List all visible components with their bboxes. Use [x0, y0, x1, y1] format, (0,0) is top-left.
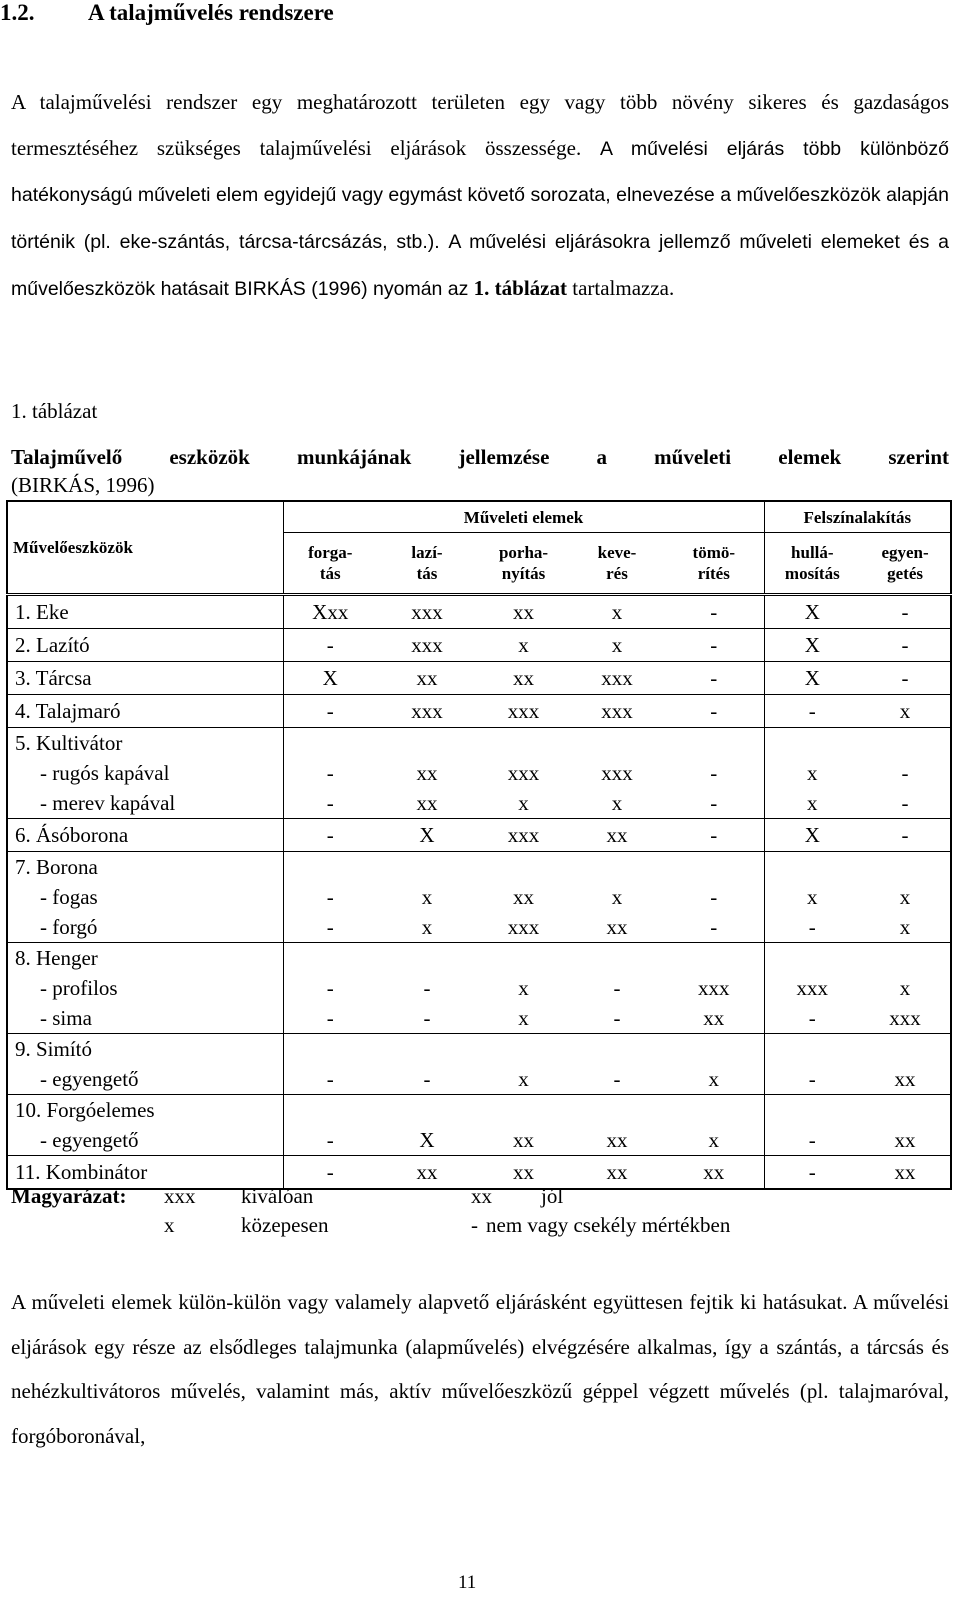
tool-name: 11. Kombinátor [15, 1160, 148, 1184]
rating-value: - [808, 1128, 816, 1152]
intro-sentence-end: tartalmazza. [572, 275, 675, 300]
rating-cell [477, 943, 570, 1034]
rating-value: xx [606, 823, 628, 847]
rating-cell [283, 852, 377, 943]
rating-cell [477, 595, 570, 629]
spacer [377, 852, 477, 882]
closing-sentence-1: A műveleti elemek külön-külön vagy valamely alapvető eljárásként együttesen fejtik ki hatásukat. [11, 1290, 848, 1314]
rating-value: - [808, 1006, 816, 1030]
rating-value: - [901, 666, 909, 690]
rating-value: - [901, 633, 909, 657]
legend-text: jól [541, 1184, 564, 1208]
rating-value: xx [894, 1128, 916, 1152]
rating-value: xx [606, 915, 628, 939]
rating-value: X [804, 823, 820, 847]
rating-cell [283, 943, 377, 1034]
table-row [7, 1034, 951, 1095]
tool-name-cell [7, 819, 283, 852]
rating-value: - [326, 791, 334, 815]
rating-value: X [322, 666, 338, 690]
page-number: 11 [458, 1572, 477, 1593]
tool-name: 4. Talajmaró [15, 699, 121, 723]
rating-value: x [518, 1006, 529, 1030]
rating-cell [764, 852, 860, 943]
tool-name: 8. Henger [15, 946, 98, 970]
rating-cell [570, 819, 664, 852]
tool-variant: - profilos [40, 976, 118, 1000]
rating-value: - [808, 1067, 816, 1091]
rating-value: x [899, 915, 911, 939]
rating-value: x [611, 885, 623, 909]
legend [11, 1182, 911, 1240]
rating-value: - [710, 600, 718, 624]
rating-value: x [421, 885, 433, 909]
rating-cell [664, 728, 764, 819]
rating-cell [477, 728, 570, 819]
spacer [477, 1034, 570, 1064]
rating-cell [860, 728, 951, 819]
intro-sentence-3: A művelési eljárásokra jellemző műveleti elemeket és a művelőeszközök hatásait BIRKÁS (1996) nyomán az [11, 231, 950, 300]
rating-value: xx [606, 1160, 628, 1184]
spacer [377, 1095, 477, 1125]
rating-value: xxx [601, 699, 633, 723]
rating-cell [860, 852, 951, 943]
table-row [7, 728, 951, 819]
rating-cell [664, 943, 764, 1034]
rating-cell [764, 695, 860, 728]
rating-value: xx [513, 1128, 534, 1152]
rating-value: - [326, 976, 334, 1000]
rating-cell [764, 629, 860, 662]
legend-label: Magyarázat: [11, 1184, 127, 1208]
rating-cell [764, 595, 860, 629]
tool-name: 5. Kultivátor [15, 731, 123, 755]
rating-value: x [611, 600, 623, 624]
column-header: porha- nyítás [477, 533, 570, 595]
column-header: forga- tás [283, 533, 377, 595]
rating-cell [377, 943, 477, 1034]
rating-value: - [710, 791, 718, 815]
spacer [765, 852, 861, 882]
rating-cell [477, 695, 570, 728]
intro-sentence-1: A talajművelési rendszer egy meghatározott területen egy vagy több növény sikeres és gazdaságos termesztéséhez szükséges talajművelési eljárások összessége. [11, 90, 949, 160]
spacer [860, 1095, 950, 1125]
rating-value: xx [416, 791, 438, 815]
rating-value: xxx [411, 633, 443, 657]
rating-cell [570, 662, 664, 695]
tool-name-cell [7, 1034, 283, 1095]
tool-variant: - egyengető [40, 1067, 139, 1091]
legend-row-1 [11, 1182, 911, 1211]
rating-value: X [419, 823, 435, 847]
rating-cell [477, 629, 570, 662]
rating-cell [664, 662, 764, 695]
rating-value: x [899, 699, 911, 723]
rating-value: - [710, 915, 718, 939]
rating-cell [570, 852, 664, 943]
rating-value: x [518, 1067, 529, 1091]
tool-name-cell [7, 728, 283, 819]
table-row [7, 629, 951, 662]
rating-value: xxx [507, 699, 540, 723]
rating-value: xxx [507, 823, 540, 847]
spacer [765, 1034, 861, 1064]
section-title: A talajművelés rendszere [88, 0, 334, 25]
table-row [7, 943, 951, 1034]
rating-value: x [518, 976, 529, 1000]
rating-value: xx [416, 1160, 438, 1184]
rating-value: xx [416, 666, 438, 690]
rating-cell [664, 852, 764, 943]
rating-value: xxx [601, 761, 633, 785]
rating-value: x [611, 791, 623, 815]
intro-sentence-2: A művelési eljárás több különböző hatékonyságú műveleti elem egyidejű vagy egymást követő sorozata, elnevezése a művelőeszközök alapján történik (pl. eke-szántás, tárcsa-tárcsázás, stb.). [11, 137, 949, 254]
rating-cell [377, 852, 477, 943]
table-source: (BIRKÁS, 1996) [11, 473, 155, 497]
tool-name-cell [7, 595, 283, 629]
rating-value: x [421, 915, 433, 939]
legend-text: közepesen [241, 1213, 329, 1237]
rating-cell [283, 629, 377, 662]
rating-value: Xxx [312, 600, 349, 624]
rating-value: - [613, 1067, 621, 1091]
table-reference: 1. táblázat [473, 275, 567, 300]
rating-cell [283, 1034, 377, 1095]
rating-value: X [804, 633, 820, 657]
rating-cell [570, 1095, 664, 1156]
rating-value: xxx [601, 666, 633, 690]
header-surface-forming: Felszínalakítás [764, 501, 951, 533]
rating-value: - [901, 791, 909, 815]
rating-value: - [326, 1128, 334, 1152]
table-row [7, 819, 951, 852]
rating-value: - [326, 915, 334, 939]
table-row [7, 662, 951, 695]
rating-cell [764, 943, 860, 1034]
rating-value: - [901, 761, 909, 785]
rating-value: xxx [411, 600, 443, 624]
rating-value: X [419, 1128, 435, 1152]
tool-variant: - rugós kapával [40, 761, 170, 785]
tool-variant: - merev kapával [40, 791, 176, 815]
rating-value: - [423, 1006, 431, 1030]
rating-cell [377, 1095, 477, 1156]
tool-name: 7. Borona [15, 855, 98, 879]
spacer [570, 1034, 664, 1064]
rating-value: x [899, 885, 911, 909]
spacer [284, 728, 378, 758]
legend-symbol: xx [471, 1184, 492, 1208]
tool-variant: - sima [40, 1006, 92, 1030]
rating-value: - [326, 1160, 334, 1184]
rating-cell [860, 819, 951, 852]
tool-name-cell [7, 629, 283, 662]
rating-cell [477, 819, 570, 852]
rating-cell [664, 1034, 764, 1095]
rating-value: X [804, 600, 820, 624]
tool-name: 6. Ásóborona [15, 823, 129, 847]
rating-value: xxx [411, 699, 443, 723]
tool-name-cell [7, 695, 283, 728]
column-header: egyen- getés [860, 533, 951, 595]
rating-value: xx [894, 1067, 916, 1091]
spacer [377, 943, 477, 973]
tool-name: 3. Tárcsa [15, 666, 92, 690]
tool-name: 9. Simító [15, 1037, 93, 1061]
spacer [284, 1095, 378, 1125]
tool-name-cell [7, 1095, 283, 1156]
rating-value: - [710, 823, 718, 847]
rating-value: - [710, 885, 718, 909]
tool-name: 2. Lazító [15, 633, 90, 657]
rating-value: - [423, 1067, 431, 1091]
rating-cell [664, 595, 764, 629]
rating-value: - [326, 633, 334, 657]
spacer [284, 852, 378, 882]
rating-cell [764, 1095, 860, 1156]
rating-value: xxx [507, 915, 540, 939]
rating-cell [860, 695, 951, 728]
spacer [284, 1034, 378, 1064]
spacer [860, 1034, 950, 1064]
spacer [570, 728, 664, 758]
rating-value: - [326, 699, 334, 723]
rating-cell [477, 1095, 570, 1156]
rating-cell [283, 595, 377, 629]
spacer [860, 728, 950, 758]
rating-value: x [708, 1128, 720, 1152]
rating-cell [477, 662, 570, 695]
spacer [477, 728, 570, 758]
rating-value: xx [513, 666, 534, 690]
column-header: lazí- tás [377, 533, 477, 595]
tool-name: 1. Eke [15, 600, 69, 624]
rating-cell [377, 629, 477, 662]
rating-cell [860, 1034, 951, 1095]
rating-value: xxx [796, 976, 829, 1000]
rating-value: - [326, 885, 334, 909]
spacer [477, 1095, 570, 1125]
column-header: keve- rés [570, 533, 664, 595]
rating-value: - [901, 600, 909, 624]
table-title: Talajművelő eszközök munkájának jellemzése a műveleti elemek szerint [11, 445, 949, 469]
header-operation-elements: Műveleti elemek [283, 501, 764, 533]
tool-name-cell [7, 943, 283, 1034]
rating-value: xx [703, 1006, 725, 1030]
rating-value: X [804, 666, 820, 690]
rating-value: - [710, 761, 718, 785]
rating-cell [860, 595, 951, 629]
spacer [377, 728, 477, 758]
rating-cell [664, 629, 764, 662]
rating-cell [664, 695, 764, 728]
rating-value: - [326, 1067, 334, 1091]
rating-value: - [710, 666, 718, 690]
rating-value: xxx [698, 976, 730, 1000]
spacer [664, 852, 764, 882]
legend-row-2 [11, 1211, 911, 1240]
rating-value: x [807, 791, 818, 815]
rating-cell [664, 819, 764, 852]
column-header: tömö- rítés [664, 533, 764, 595]
rating-value: x [708, 1067, 720, 1091]
rating-value: xxx [507, 761, 540, 785]
rating-value: - [710, 633, 718, 657]
rating-value: - [613, 976, 621, 1000]
legend-symbol: xxx [164, 1184, 196, 1208]
rating-cell [377, 695, 477, 728]
spacer [765, 943, 861, 973]
rating-cell [570, 695, 664, 728]
spacer [765, 1095, 861, 1125]
legend-symbol: - [471, 1213, 478, 1237]
rating-cell [377, 728, 477, 819]
tool-name-cell [7, 852, 283, 943]
rating-cell [283, 1095, 377, 1156]
spacer [860, 852, 950, 882]
closing-sentence-2: A művelési eljárások egy része az elsődleges talajmunka (alapművelés) elvégzésére alkalmas, így a szántás, a tárcsás és nehézkultivátoros művelés, valamint más, aktív művelőeszközű géppel végzett művelés (pl. talajmaróval, forgóboronával, [11, 1290, 949, 1448]
rating-value: - [710, 699, 718, 723]
rating-value: xx [513, 885, 534, 909]
rating-cell [283, 662, 377, 695]
closing-paragraph [11, 1280, 949, 1458]
tool-variant: - forgó [40, 915, 98, 939]
table-row [7, 695, 951, 728]
rating-value: x [518, 633, 529, 657]
column-header: hullá- mosítás [764, 533, 860, 595]
tool-variant: - egyengető [40, 1128, 139, 1152]
rating-cell [860, 629, 951, 662]
rating-value: - [326, 823, 334, 847]
rating-cell [283, 695, 377, 728]
spacer [664, 1034, 764, 1064]
spacer [570, 852, 664, 882]
spacer [377, 1034, 477, 1064]
section-number: 1.2. [0, 0, 35, 25]
rating-cell [764, 662, 860, 695]
table-row [7, 852, 951, 943]
spacer [570, 943, 664, 973]
rating-value: - [423, 976, 431, 1000]
rating-value: x [899, 976, 911, 1000]
rating-cell [764, 819, 860, 852]
legend-text: kiválóan [241, 1184, 314, 1208]
rating-value: x [807, 761, 818, 785]
legend-text: nem vagy csekély mértékben [486, 1213, 731, 1237]
rating-value: - [808, 699, 816, 723]
rating-cell [283, 728, 377, 819]
spacer [664, 728, 764, 758]
tool-name: 10. Forgóelemes [15, 1098, 155, 1122]
rating-value: xx [513, 1160, 534, 1184]
tool-name-cell [7, 662, 283, 695]
table-body [7, 595, 951, 1190]
rating-cell [860, 1095, 951, 1156]
rating-cell [570, 943, 664, 1034]
rating-cell [570, 728, 664, 819]
rating-cell [860, 943, 951, 1034]
rating-value: xx [606, 1128, 628, 1152]
rating-value: - [613, 1006, 621, 1030]
rating-cell [377, 819, 477, 852]
table-row [7, 595, 951, 629]
rating-cell [377, 1034, 477, 1095]
spacer [664, 1095, 764, 1125]
rating-cell [570, 595, 664, 629]
legend-symbol: x [164, 1213, 175, 1237]
rating-value: x [807, 885, 818, 909]
section-heading [0, 0, 334, 26]
table-number: 1. táblázat [11, 399, 98, 423]
spacer [765, 728, 861, 758]
rating-cell [377, 595, 477, 629]
spacer [477, 852, 570, 882]
rating-cell [283, 819, 377, 852]
rating-cell [570, 629, 664, 662]
spacer [860, 943, 950, 973]
intro-paragraph [11, 80, 949, 313]
spacer [570, 1095, 664, 1125]
rating-cell [477, 1034, 570, 1095]
header-tools: Művelőeszközök [7, 501, 283, 595]
rating-value: - [808, 915, 816, 939]
rating-value: - [326, 761, 334, 785]
rating-value: xx [513, 600, 534, 624]
spacer [664, 943, 764, 973]
rating-value: x [518, 791, 529, 815]
rating-cell [477, 852, 570, 943]
rating-value: xx [416, 761, 438, 785]
rating-value: - [326, 1006, 334, 1030]
table-caption [11, 443, 949, 499]
rating-cell [764, 728, 860, 819]
tillage-tools-table [6, 500, 952, 1190]
rating-value: - [901, 823, 909, 847]
spacer [284, 943, 378, 973]
rating-value: x [611, 633, 623, 657]
tool-variant: - fogas [40, 885, 98, 909]
table-row [7, 1095, 951, 1156]
rating-cell [377, 662, 477, 695]
rating-cell [764, 1034, 860, 1095]
rating-value: - [808, 1160, 816, 1184]
rating-value: xxx [889, 1006, 921, 1030]
rating-cell [860, 662, 951, 695]
spacer [477, 943, 570, 973]
rating-cell [570, 1034, 664, 1095]
rating-cell [664, 1095, 764, 1156]
rating-value: xx [703, 1160, 725, 1184]
rating-value: xx [894, 1160, 916, 1184]
